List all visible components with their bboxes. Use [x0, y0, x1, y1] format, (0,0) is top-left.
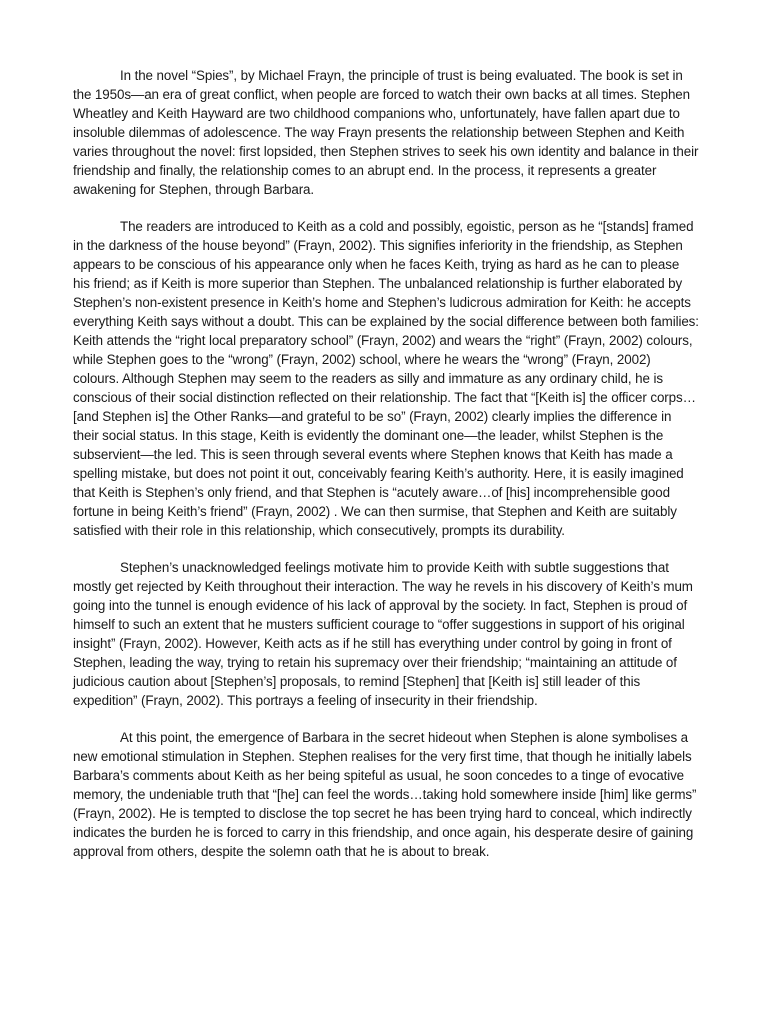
paragraph-3: Stephen’s unacknowledged feelings motivate him to provide Keith with subtle suggestions that mostly get rejected by Keith throughout their interaction. The way he revels in his discovery of Keith’s mum going into the tunnel is enough evidence of his lack of approval by the society. In fact, Stephen is proud of himself to such an extent that he musters sufficient courage to “offer suggestions in support of his original insight” (Frayn, 2002). However, Keith acts as if he still has everything under control by going in front of Stephen, leading the way, trying to retain his supremacy over their friendship; “maintaining an attitude of judicious caution about [Stephen’s] proposals, to remind [Stephen] that [Keith is] still leader of this expedition” (Frayn, 2002). This portrays a feeling of insecurity in their friendship. — [73, 560, 693, 708]
paragraph-4: At this point, the emergence of Barbara in the secret hideout when Stephen is alone symbolises a new emotional stimulation in Stephen. Stephen realises for the very first time, that though he initially labels Barbara’s comments about Keith as her being spiteful as usual, he soon concedes to a tinge of evocative memory, the undeniable truth that “[he] can feel the words…taking hold somewhere inside [him] like germs” (Frayn, 2002). He is tempted to disclose the top secret he has been trying hard to conceal, which indirectly indicates the burden he is forced to carry in this friendship, and once again, his desperate desire of gaining approval from others, despite the solemn oath that he is about to break. — [73, 730, 697, 859]
paragraph-1: In the novel “Spies”, by Michael Frayn, the principle of trust is being evaluated. The book is set in the 1950s—an era of great conflict, when people are forced to watch their own backs at all times. Stephen Wheatley and Keith Hayward are two childhood companions who, unfortunately, have fallen apart due to insoluble dilemmas of adolescence. The way Frayn presents the relationship between Stephen and Keith varies throughout the novel: first lopsided, then Stephen strives to seek his own identity and balance in their friendship and finally, the relationship comes to an abrupt end. In the process, it represents a greater awakening for Stephen, through Barbara. — [73, 68, 699, 197]
paragraph-2: The readers are introduced to Keith as a cold and possibly, egoistic, person as he “[stands] framed in the darkness of the house beyond” (Frayn, 2002). This signifies inferiority in the friendship, as Stephen appears to be conscious of his appearance only when he faces Keith, trying as hard as he can to please his friend; as if Keith is more superior than Stephen. The unbalanced relationship is further elaborated by Stephen’s non-existent presence in Keith’s home and Stephen’s ludicrous admiration for Keith: he accepts everything Keith says without a doubt. This can be explained by the social difference between both families: Keith attends the “right local preparatory school” (Frayn, 2002) and wears the “right” (Frayn, 2002) colours, while Stephen goes to the “wrong” (Frayn, 2002) school, where he wears the “wrong” (Frayn, 2002) colours. Although Stephen may seem to the readers as silly and immature as any ordinary child, he is conscious of their social distinction reflected on their relationship. The fact that “[Keith is] the officer corps…[and Stephen is] the Other Ranks—and grateful to be so” (Frayn, 2002) clearly implies the difference in their social status. In this stage, Keith is evidently the dominant one—the leader, whilst Stephen is the subservient—the led. This is seen through several events where Stephen knows that Keith has made a spelling mistake, but does not point it out, conceivably fearing Keith’s authority. Here, it is easily imagined that Keith is Stephen’s only friend, and that Stephen is “acutely aware…of [his] incomprehensible good fortune in being Keith’s friend” (Frayn, 2002) . We can then surmise, that Stephen and Keith are suitably satisfied with their role in this relationship, which consecutively, prompts its durability. — [73, 219, 699, 538]
essay-body — [73, 66, 699, 879]
